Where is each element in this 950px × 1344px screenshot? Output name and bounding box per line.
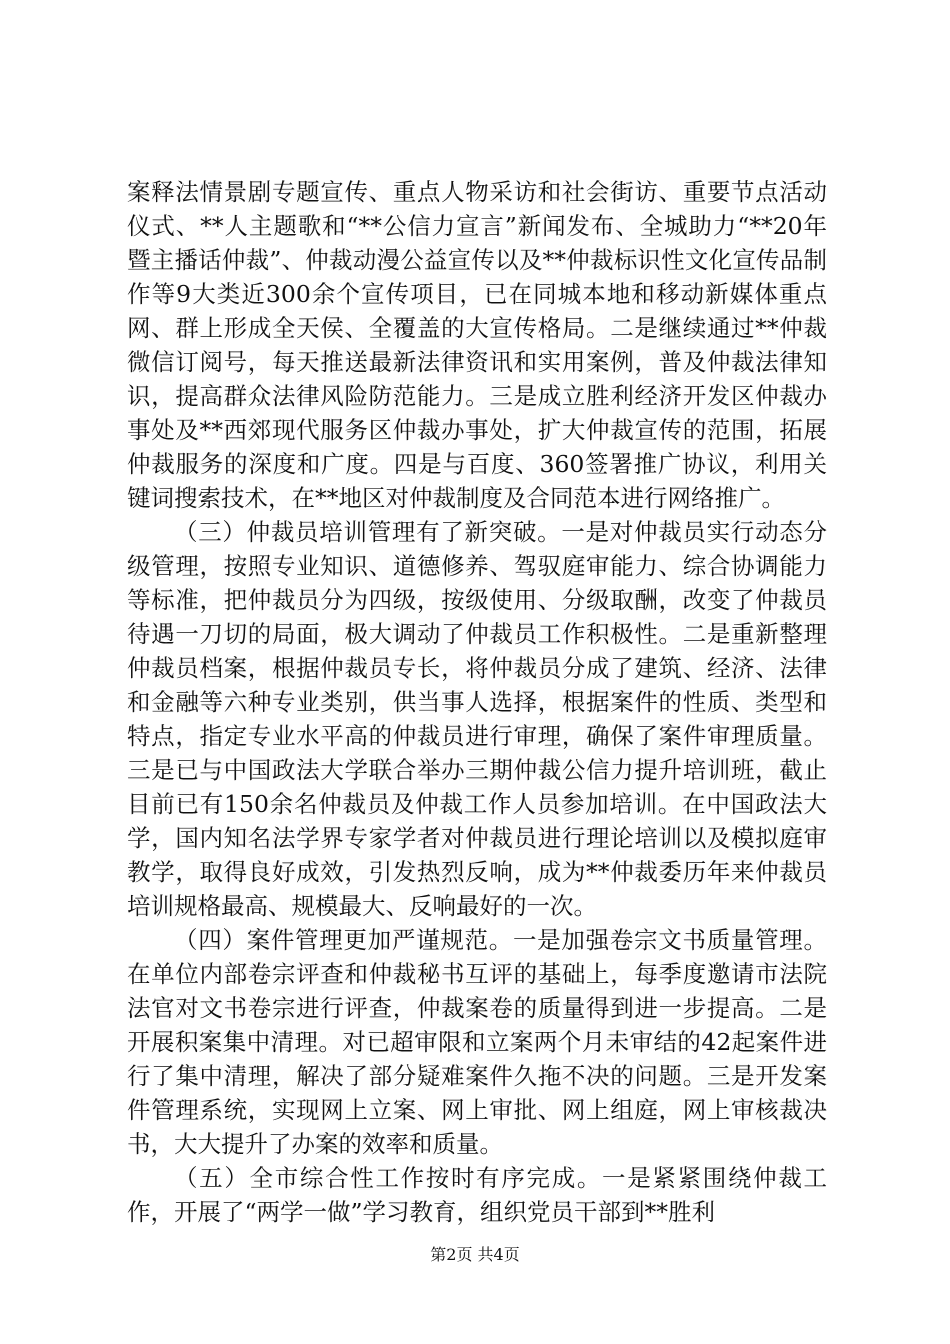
paragraph-section-5: （五）全市综合性工作按时有序完成。一是紧紧围绕仲裁工作，开展了“两学一做”学习教育，组织党员干部到**胜利: [127, 1164, 827, 1226]
paragraph-section-4: （四）案件管理更加严谨规范。一是加强卷宗文书质量管理。在单位内部卷宗评查和仲裁秘书互评的基础上，每季度邀请市法院法官对文书卷宗进行评查，仲裁案卷的质量得到进一步提高。二是开展积案集中清理。对已超审限和立案两个月未审结的42起案件进行了集中清理，解决了部分疑难案件久拖不决的问题。三是开发案件管理系统，实现网上立案、网上审批、网上组庭，网上审核裁决书，大大提升了办案的效率和质量。: [127, 926, 827, 1158]
paragraph-continued: 案释法情景剧专题宣传、重点人物采访和社会街访、重要节点活动仪式、**人主题歌和“**公信力宣言”新闻发布、全城助力“**20年暨主播话仲裁”、仲裁动漫公益宣传以及**仲裁标识性文化宣传品制作等9大类近300余个宣传项目，已在同城本地和移动新媒体重点网、群上形成全天侯、全覆盖的大宣传格局。二是继续通过**仲裁微信订阅号，每天推送最新法律资讯和实用案例，普及仲裁法律知识，提高群众法律风险防范能力。三是成立胜利经济开发区仲裁办事处及**西郊现代服务区仲裁办事处，扩大仲裁宣传的范围，拓展仲裁服务的深度和广度。四是与百度、360签署推广协议，利用关键词搜索技术，在**地区对仲裁制度及合同范本进行网络推广。: [127, 178, 827, 512]
paragraph-section-3: （三）仲裁员培训管理有了新突破。一是对仲裁员实行动态分级管理，按照专业知识、道德修养、驾驭庭审能力、综合协调能力等标准，把仲裁员分为四级，按级使用、分级取酬，改变了仲裁员待遇一刀切的局面，极大调动了仲裁员工作积极性。二是重新整理仲裁员档案，根据仲裁员专长，将仲裁员分成了建筑、经济、法律和金融等六种专业类别，供当事人选择，根据案件的性质、类型和特点，指定专业水平高的仲裁员进行审理，确保了案件审理质量。三是已与中国政法大学联合举办三期仲裁公信力提升培训班，截止目前已有150余名仲裁员及仲裁工作人员参加培训。在中国政法大学，国内知名法学界专家学者对仲裁员进行理论培训以及模拟庭审教学，取得良好成效，引发热烈反响，成为**仲裁委历年来仲裁员培训规格最高、规模最大、反响最好的一次。: [127, 518, 827, 920]
page-footer: 第2页 共4页: [430, 1245, 520, 1264]
body-text: [127, 175, 827, 1229]
